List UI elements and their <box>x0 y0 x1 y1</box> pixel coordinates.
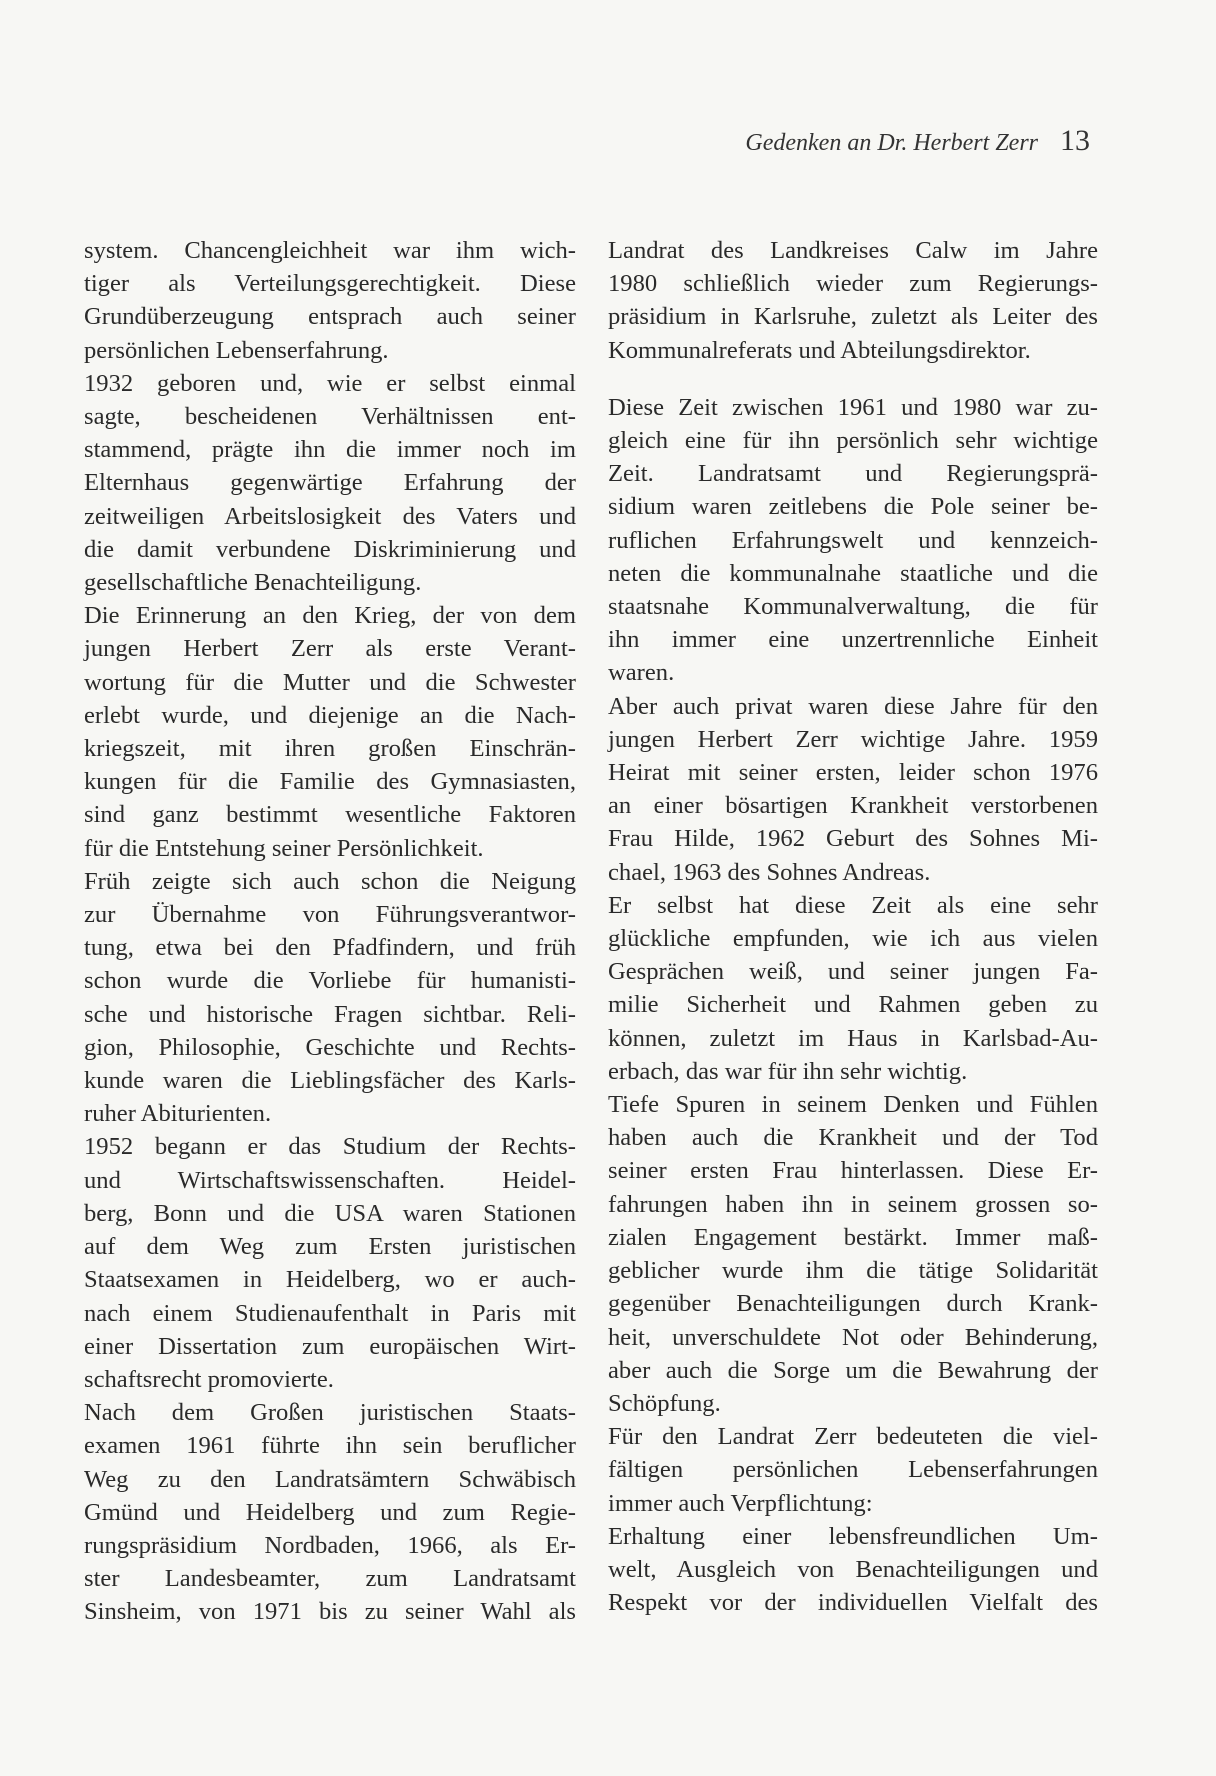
page-header <box>745 124 1090 158</box>
text-line: rungspräsidium Nordbaden, 1966, als Er- <box>84 1531 576 1559</box>
text-line: zur Übernahme von Führungsverantwor- <box>84 901 576 929</box>
text-line: neten die kommunalnahe staatliche und die <box>608 559 1098 587</box>
right-text-column <box>608 234 1098 1619</box>
text-line: jungen Herbert Zerr als erste Verant- <box>84 635 576 663</box>
text-line: Erhaltung einer lebensfreundlichen Um- <box>608 1522 1098 1550</box>
text-line: staatsnahe Kommunalverwaltung, die für <box>608 593 1098 621</box>
text-line: kriegszeit, mit ihren großen Einschrän- <box>84 735 576 763</box>
text-line: gesellschaftliche Benachteiligung. <box>84 569 422 597</box>
text-line: und Wirtschaftswissenschaften. Heidel- <box>84 1166 576 1194</box>
paragraph <box>84 367 576 599</box>
text-line: geblicher wurde ihm die tätige Solidarität <box>608 1257 1098 1285</box>
text-line: aber auch die Sorge um die Bewahrung der <box>608 1356 1098 1384</box>
text-line: tiger als Verteilungsgerechtigkeit. Diese <box>84 270 576 298</box>
text-line: immer auch Verpflichtung: <box>608 1489 873 1517</box>
text-line: fältigen persönlichen Lebenserfahrungen <box>608 1456 1098 1484</box>
text-line: system. Chancengleichheit war ihm wich- <box>84 237 576 264</box>
text-line: sind ganz bestimmt wesentliche Faktoren <box>84 801 576 829</box>
paragraph <box>84 1130 576 1396</box>
text-line: sagte, bescheidenen Verhältnissen ent- <box>84 403 576 431</box>
text-line: Diese Zeit zwischen 1961 und 1980 war zu- <box>608 393 1098 421</box>
text-line: erlebt wurde, und diejenige an die Nach- <box>84 701 576 729</box>
text-line: Elternhaus gegenwärtige Erfahrung der <box>84 469 576 497</box>
text-line: Zeit. Landratsamt und Regierungsprä- <box>608 460 1098 488</box>
text-line: Kommunalreferats und Abteilungsdirektor. <box>608 336 1031 364</box>
text-line: ruher Abiturienten. <box>84 1100 272 1128</box>
text-line: einer Dissertation zum europäischen Wirt- <box>84 1332 576 1360</box>
text-line: tung, etwa bei den Pfadfindern, und früh <box>84 934 576 962</box>
text-line: 1952 begann er das Studium der Rechts- <box>84 1133 576 1161</box>
text-line: Früh zeigte sich auch schon die Neigung <box>84 867 576 895</box>
text-line: gion, Philosophie, Geschichte und Rechts- <box>84 1033 576 1061</box>
text-line: gegenüber Benachteiligungen durch Krank- <box>608 1290 1098 1318</box>
page-number: 13 <box>1060 124 1090 157</box>
text-line: Sinsheim, von 1971 bis zu seiner Wahl als <box>84 1598 576 1626</box>
text-line: ster Landesbeamter, zum Landratsamt <box>84 1565 576 1593</box>
left-text-column <box>84 234 576 1629</box>
text-line: ruflichen Erfahrungswelt und kennzeich- <box>608 526 1098 554</box>
text-line: seiner ersten Frau hinterlassen. Diese Er- <box>608 1157 1098 1185</box>
text-line: 1980 schließlich wieder zum Regierungs- <box>608 270 1098 298</box>
text-line: Für den Landrat Zerr bedeuteten die viel- <box>608 1423 1098 1451</box>
text-line: 1932 geboren und, wie er selbst einmal <box>84 369 576 397</box>
text-line: sidium waren zeitlebens die Pole seiner be- <box>608 493 1098 521</box>
text-line: an einer bösartigen Krankheit verstorbenen <box>608 792 1098 820</box>
text-line: Respekt vor der individuellen Vielfalt des <box>608 1589 1098 1617</box>
text-line: Weg zu den Landratsämtern Schwäbisch <box>84 1465 576 1493</box>
text-line: auf dem Weg zum Ersten juristischen <box>84 1233 576 1261</box>
text-line: berg, Bonn und die USA waren Stationen <box>84 1199 576 1227</box>
text-line: stammend, prägte ihn die immer noch im <box>84 436 576 464</box>
paragraph <box>608 1420 1098 1520</box>
text-line: können, zuletzt im Haus in Karlsbad-Au- <box>608 1024 1098 1052</box>
text-line: Er selbst hat diese Zeit als eine sehr <box>608 891 1098 919</box>
text-line: jungen Herbert Zerr wichtige Jahre. 1959 <box>608 725 1098 753</box>
text-line: Grundüberzeugung entsprach auch seiner <box>84 303 576 331</box>
text-line: glückliche empfunden, wie ich aus vielen <box>608 925 1098 953</box>
running-title: Gedenken an Dr. Herbert Zerr <box>745 130 1038 156</box>
paragraph <box>84 599 576 865</box>
text-line: Tiefe Spuren in seinem Denken und Fühlen <box>608 1091 1098 1119</box>
text-line: Gesprächen weiß, und seiner jungen Fa- <box>608 958 1098 986</box>
text-line: Aber auch privat waren diese Jahre für den <box>608 692 1098 720</box>
text-line: welt, Ausgleich von Benachteiligungen und <box>608 1555 1098 1583</box>
text-line: präsidium in Karlsruhe, zuletzt als Leiter des <box>608 303 1098 331</box>
text-line: haben auch die Krankheit und der Tod <box>608 1124 1098 1152</box>
paragraph <box>84 1396 576 1628</box>
text-line: für die Entstehung seiner Persönlichkeit. <box>84 834 484 862</box>
text-line: Heirat mit seiner ersten, leider schon 1976 <box>608 759 1098 787</box>
text-line: gleich eine für ihn persönlich sehr wichtige <box>608 427 1098 455</box>
text-line: nach einem Studienaufenthalt in Paris mit <box>84 1299 576 1327</box>
text-line: Nach dem Großen juristischen Staats- <box>84 1399 576 1427</box>
paragraph <box>608 1520 1098 1620</box>
text-line: persönlichen Lebenserfahrung. <box>84 336 389 364</box>
text-line: wortung für die Mutter und die Schwester <box>84 668 576 696</box>
text-line: Die Erinnerung an den Krieg, der von dem <box>84 602 576 630</box>
text-line: zialen Engagement bestärkt. Immer maß- <box>608 1223 1098 1251</box>
text-line: Frau Hilde, 1962 Geburt des Sohnes Mi- <box>608 825 1098 853</box>
text-line: examen 1961 führte ihn sein beruflicher <box>84 1432 576 1460</box>
text-line: sche und historische Fragen sichtbar. Reli- <box>84 1000 576 1028</box>
paragraph <box>608 234 1098 367</box>
text-line: kunde waren die Lieblingsfächer des Karls- <box>84 1067 576 1095</box>
text-line: Staatsexamen in Heidelberg, wo er auch- <box>84 1266 576 1294</box>
paragraph <box>608 889 1098 1088</box>
text-line: zeitweiligen Arbeitslosigkeit des Vaters und <box>84 502 576 530</box>
text-line: die damit verbundene Diskriminierung und <box>84 535 576 563</box>
paragraph <box>84 234 576 367</box>
text-line: chael, 1963 des Sohnes Andreas. <box>608 858 931 886</box>
paragraph <box>608 1088 1098 1420</box>
text-line: kungen für die Familie des Gymnasiasten, <box>84 768 576 796</box>
text-line: ihn immer eine unzertrennliche Einheit <box>608 626 1098 654</box>
text-line: Landrat des Landkreises Calw im Jahre <box>608 237 1098 264</box>
text-line: schon wurde die Vorliebe für humanisti- <box>84 967 576 995</box>
text-line: schaftsrecht promovierte. <box>84 1365 334 1393</box>
text-line: waren. <box>608 659 675 687</box>
text-line: heit, unverschuldete Not oder Behinderung, <box>608 1323 1098 1351</box>
text-line: fahrungen haben ihn in seinem grossen so- <box>608 1190 1098 1218</box>
text-line: Gmünd und Heidelberg und zum Regie- <box>84 1498 576 1526</box>
text-line: milie Sicherheit und Rahmen geben zu <box>608 991 1098 1019</box>
text-line: Schöpfung. <box>608 1389 721 1417</box>
paragraph <box>608 391 1098 690</box>
paragraph <box>84 865 576 1131</box>
paragraph <box>608 690 1098 889</box>
text-line: erbach, das war für ihn sehr wichtig. <box>608 1057 968 1085</box>
